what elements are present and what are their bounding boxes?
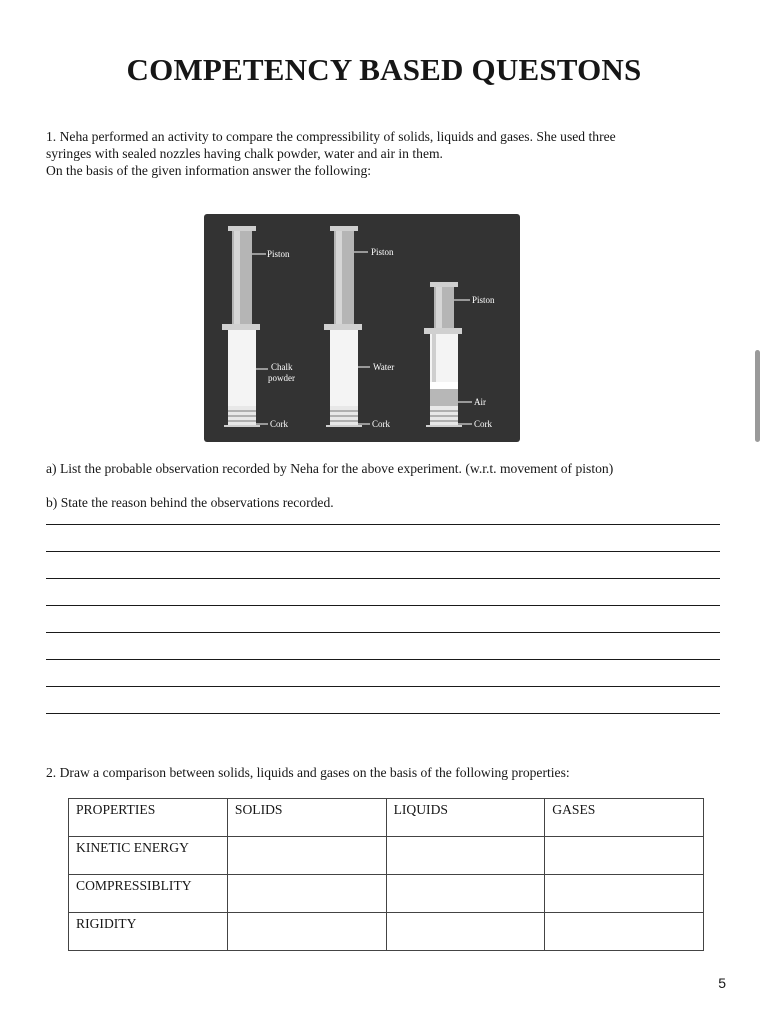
syringe-illustration	[204, 214, 520, 442]
table-row	[69, 837, 704, 875]
properties-table	[68, 798, 704, 951]
answer-line[interactable]	[46, 551, 720, 552]
answer-cell[interactable]	[227, 875, 386, 913]
row-label-rigidity: RIGIDITY	[69, 913, 228, 951]
answer-cell[interactable]	[227, 837, 386, 875]
row-label-compressibility: COMPRESSIBLITY	[69, 875, 228, 913]
syringe-figure	[204, 214, 520, 442]
answer-line[interactable]	[46, 713, 720, 714]
label-cork-1: Cork	[270, 419, 288, 429]
label-chalk: Chalk	[271, 362, 293, 372]
answer-line[interactable]	[46, 632, 720, 633]
question-2: 2. Draw a comparison between solids, liquids and gases on the basis of the following properties:	[46, 765, 570, 780]
answer-line[interactable]	[46, 524, 720, 525]
label-cork-3: Cork	[474, 419, 492, 429]
answer-lines	[46, 524, 720, 740]
label-piston-2: Piston	[371, 247, 394, 257]
answer-cell[interactable]	[545, 913, 704, 951]
syringe-chalk	[222, 226, 295, 429]
scrollbar-thumb[interactable]	[755, 350, 760, 442]
answer-cell[interactable]	[386, 913, 545, 951]
answer-line[interactable]	[46, 686, 720, 687]
answer-line[interactable]	[46, 605, 720, 606]
header-liquids: LIQUIDS	[386, 799, 545, 837]
label-air: Air	[474, 397, 486, 407]
label-powder: powder	[268, 373, 295, 383]
sub-question-a: a) List the probable observation recorded by Neha for the above experiment. (w.r.t. movement of piston)	[46, 461, 614, 476]
header-properties: PROPERTIES	[69, 799, 228, 837]
label-cork-2: Cork	[372, 419, 390, 429]
question-1	[46, 128, 726, 179]
table-header-row	[69, 799, 704, 837]
header-gases: GASES	[545, 799, 704, 837]
answer-cell[interactable]	[386, 837, 545, 875]
header-solids: SOLIDS	[227, 799, 386, 837]
label-water: Water	[373, 362, 395, 372]
question-1-line-2: syringes with sealed nozzles having chalk powder, water and air in them.	[46, 146, 443, 161]
question-1-line-1: 1. Neha performed an activity to compare the compressibility of solids, liquids and gases. She used three	[46, 129, 616, 144]
question-1-line-3: On the basis of the given information answer the following:	[46, 163, 372, 178]
label-piston-1: Piston	[267, 249, 290, 259]
answer-cell[interactable]	[386, 875, 545, 913]
row-label-kinetic-energy: KINETIC ENERGY	[69, 837, 228, 875]
answer-line[interactable]	[46, 659, 720, 660]
answer-cell[interactable]	[227, 913, 386, 951]
table-row	[69, 875, 704, 913]
syringe-water	[324, 226, 394, 429]
sub-question-b: b) State the reason behind the observations recorded.	[46, 495, 334, 510]
page-title: COMPETENCY BASED QUESTONS	[126, 52, 642, 87]
answer-cell[interactable]	[545, 837, 704, 875]
page-number: 5	[718, 975, 726, 991]
syringe-air	[424, 282, 495, 429]
answer-cell[interactable]	[545, 875, 704, 913]
answer-line[interactable]	[46, 578, 720, 579]
label-piston-3: Piston	[472, 295, 495, 305]
table-row	[69, 913, 704, 951]
